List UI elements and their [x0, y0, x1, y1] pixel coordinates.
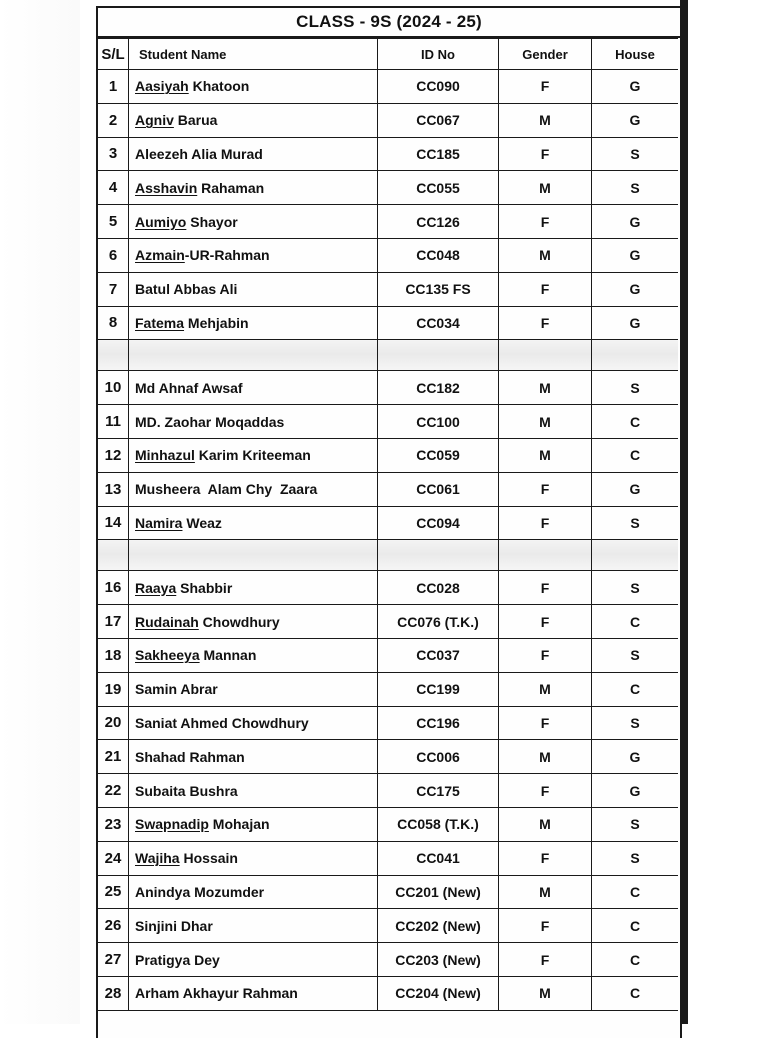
id-cell: CC203 (New) [378, 943, 499, 977]
house-cell: S [592, 137, 679, 171]
student-name-cell [129, 943, 378, 977]
name-rest: Saniat Ahmed Chowdhury [135, 714, 309, 731]
header-gender: Gender [499, 39, 592, 70]
gender-cell: F [499, 571, 592, 605]
student-name-cell [129, 438, 378, 472]
serial-cell: 16 [98, 571, 129, 605]
page-margin-left [0, 0, 80, 1024]
serial-cell: 4 [98, 171, 129, 205]
name-rest: Mohajan [208, 816, 270, 833]
table-row [98, 976, 678, 1010]
house-cell [592, 540, 679, 571]
id-cell: CC199 [378, 672, 499, 706]
student-name-cell [129, 807, 378, 841]
table-row [98, 638, 678, 672]
table-row [98, 371, 678, 405]
id-cell: CC094 [378, 506, 499, 540]
student-name-cell [129, 638, 378, 672]
serial-cell: 13 [98, 472, 129, 506]
name-rest: Weaz [182, 514, 222, 531]
house-cell: G [592, 103, 679, 137]
name-rest: Mannan [199, 647, 257, 664]
name-rest: Arham Akhayur Rahman [135, 985, 298, 1002]
name-underlined-part: Azmain [135, 247, 185, 264]
gender-cell: M [499, 740, 592, 774]
serial-cell: 26 [98, 909, 129, 943]
serial-cell [98, 340, 129, 371]
id-cell: CC175 [378, 774, 499, 808]
gender-cell: M [499, 672, 592, 706]
header-sl: S/L [98, 39, 129, 70]
house-cell: G [592, 306, 679, 340]
id-cell: CC090 [378, 70, 499, 104]
house-cell: G [592, 740, 679, 774]
student-name-cell [129, 976, 378, 1010]
name-underlined-part: Raaya [135, 579, 177, 596]
student-name-cell [129, 540, 378, 571]
gender-cell: F [499, 943, 592, 977]
serial-cell: 12 [98, 438, 129, 472]
student-name-cell [129, 137, 378, 171]
table-row [98, 875, 678, 909]
house-cell: C [592, 943, 679, 977]
house-cell: S [592, 638, 679, 672]
table-row [98, 137, 678, 171]
serial-cell: 21 [98, 740, 129, 774]
student-name-cell [129, 571, 378, 605]
house-cell: S [592, 841, 679, 875]
name-rest: Shahad Rahman [135, 748, 245, 765]
id-cell: CC076 (T.K.) [378, 605, 499, 639]
table-row [98, 506, 678, 540]
table-row [98, 205, 678, 239]
house-cell: S [592, 371, 679, 405]
gender-cell: M [499, 976, 592, 1010]
id-cell: CC126 [378, 205, 499, 239]
house-cell: S [592, 506, 679, 540]
header-house: House [592, 39, 679, 70]
house-cell: G [592, 774, 679, 808]
name-underlined-part: Fatema [135, 314, 185, 331]
name-rest: Shayor [186, 213, 238, 230]
student-name-cell [129, 171, 378, 205]
gender-cell [499, 540, 592, 571]
student-name-cell [129, 740, 378, 774]
gender-cell: F [499, 706, 592, 740]
name-underlined-part: Swapnadip [135, 816, 209, 833]
gender-cell: F [499, 472, 592, 506]
serial-cell: 11 [98, 405, 129, 439]
name-rest: Mehjabin [184, 314, 249, 331]
table-row [98, 909, 678, 943]
student-name-cell [129, 272, 378, 306]
serial-cell: 22 [98, 774, 129, 808]
header-row [98, 39, 678, 70]
table-row [98, 438, 678, 472]
table-row [98, 405, 678, 439]
id-cell: CC135 FS [378, 272, 499, 306]
header-student-name: Student Name [129, 39, 378, 70]
gender-cell: M [499, 438, 592, 472]
table-row [98, 103, 678, 137]
gender-cell: M [499, 807, 592, 841]
name-underlined-part: Minhazul [135, 447, 195, 464]
id-cell: CC048 [378, 238, 499, 272]
house-cell: C [592, 672, 679, 706]
name-rest: Samin Abrar [135, 681, 218, 698]
gender-cell: F [499, 70, 592, 104]
id-cell: CC204 (New) [378, 976, 499, 1010]
gender-cell: F [499, 841, 592, 875]
student-name-cell [129, 706, 378, 740]
gender-cell: F [499, 205, 592, 239]
gender-cell [499, 340, 592, 371]
house-cell: C [592, 909, 679, 943]
name-rest: Aleezeh Alia Murad [135, 145, 263, 162]
table-row [98, 706, 678, 740]
serial-cell: 14 [98, 506, 129, 540]
name-rest: Karim Kriteeman [194, 447, 311, 464]
serial-cell: 20 [98, 706, 129, 740]
gender-cell: F [499, 272, 592, 306]
table-row [98, 238, 678, 272]
serial-cell: 3 [98, 137, 129, 171]
name-rest: Hossain [179, 850, 238, 867]
serial-cell: 8 [98, 306, 129, 340]
name-underlined-part: Sakheeya [135, 647, 200, 664]
id-cell: CC100 [378, 405, 499, 439]
table-row [98, 472, 678, 506]
class-list-sheet [96, 6, 682, 1038]
id-cell: CC202 (New) [378, 909, 499, 943]
id-cell: CC196 [378, 706, 499, 740]
gender-cell: M [499, 405, 592, 439]
id-cell: CC037 [378, 638, 499, 672]
serial-cell: 1 [98, 70, 129, 104]
student-name-cell [129, 672, 378, 706]
serial-cell: 24 [98, 841, 129, 875]
gender-cell: M [499, 371, 592, 405]
serial-cell: 10 [98, 371, 129, 405]
student-name-cell [129, 70, 378, 104]
table-row [98, 943, 678, 977]
name-rest: Shabbir [176, 579, 233, 596]
serial-cell: 25 [98, 875, 129, 909]
gender-cell: F [499, 638, 592, 672]
name-underlined-part: Rudainah [135, 613, 199, 630]
table-row [98, 571, 678, 605]
serial-cell [98, 540, 129, 571]
redacted-row [98, 540, 678, 571]
gender-cell: F [499, 506, 592, 540]
id-cell: CC067 [378, 103, 499, 137]
name-underlined-part: Agniv [135, 112, 174, 129]
student-name-cell [129, 405, 378, 439]
serial-cell: 6 [98, 238, 129, 272]
serial-cell: 23 [98, 807, 129, 841]
table-row [98, 306, 678, 340]
name-underlined-part: Asshavin [135, 179, 198, 196]
house-cell [592, 340, 679, 371]
student-name-cell [129, 875, 378, 909]
id-cell: CC061 [378, 472, 499, 506]
student-name-cell [129, 472, 378, 506]
house-cell: S [592, 171, 679, 205]
gender-cell: M [499, 103, 592, 137]
gender-cell: F [499, 774, 592, 808]
gender-cell: F [499, 306, 592, 340]
student-name-cell [129, 306, 378, 340]
id-cell: CC059 [378, 438, 499, 472]
house-cell: G [592, 70, 679, 104]
student-table [98, 38, 678, 1011]
table-row [98, 740, 678, 774]
gender-cell: M [499, 171, 592, 205]
serial-cell: 5 [98, 205, 129, 239]
id-cell: CC028 [378, 571, 499, 605]
student-name-cell [129, 340, 378, 371]
student-name-cell [129, 841, 378, 875]
gender-cell: M [499, 875, 592, 909]
table-row [98, 672, 678, 706]
student-name-cell [129, 774, 378, 808]
redacted-row [98, 340, 678, 371]
serial-cell: 18 [98, 638, 129, 672]
gender-cell: F [499, 909, 592, 943]
name-rest: Musheera Alam Chy Zaara [135, 481, 318, 498]
student-name-cell [129, 103, 378, 137]
id-cell: CC006 [378, 740, 499, 774]
name-rest: Anindya Mozumder [135, 883, 265, 900]
name-rest: MD. Zaohar Moqaddas [135, 413, 285, 430]
house-cell: S [592, 807, 679, 841]
gender-cell: F [499, 137, 592, 171]
student-rows [98, 70, 678, 1011]
house-cell: S [592, 571, 679, 605]
table-row [98, 841, 678, 875]
student-name-cell [129, 605, 378, 639]
name-rest: Rahaman [197, 179, 265, 196]
name-underlined-part: Namira [135, 514, 183, 531]
student-name-cell [129, 238, 378, 272]
house-cell: C [592, 438, 679, 472]
table-row [98, 774, 678, 808]
house-cell: G [592, 205, 679, 239]
id-cell [378, 540, 499, 571]
id-cell: CC182 [378, 371, 499, 405]
id-cell: CC055 [378, 171, 499, 205]
name-underlined-part: Aasiyah [135, 78, 189, 95]
name-rest: Sinjini Dhar [135, 917, 213, 934]
id-cell [378, 340, 499, 371]
id-cell: CC034 [378, 306, 499, 340]
name-rest: Batul Abbas Ali [135, 281, 238, 298]
name-rest: Subaita Bushra [135, 782, 238, 799]
table-row [98, 605, 678, 639]
class-title: CLASS - 9S (2024 - 25) [98, 8, 680, 38]
house-cell: G [592, 272, 679, 306]
house-cell: C [592, 976, 679, 1010]
house-cell: S [592, 706, 679, 740]
house-cell: C [592, 875, 679, 909]
student-name-cell [129, 506, 378, 540]
name-underlined-part: Wajiha [135, 850, 180, 867]
gender-cell: M [499, 238, 592, 272]
name-rest: -UR-Rahman [184, 247, 270, 264]
table-row [98, 807, 678, 841]
table-row [98, 70, 678, 104]
header-id-no: ID No [378, 39, 499, 70]
id-cell: CC041 [378, 841, 499, 875]
table-row [98, 171, 678, 205]
serial-cell: 27 [98, 943, 129, 977]
id-cell: CC201 (New) [378, 875, 499, 909]
id-cell: CC185 [378, 137, 499, 171]
serial-cell: 7 [98, 272, 129, 306]
student-name-cell [129, 371, 378, 405]
name-underlined-part: Aumiyo [135, 213, 187, 230]
page-margin-right [688, 0, 768, 1024]
house-cell: C [592, 405, 679, 439]
student-name-cell [129, 909, 378, 943]
student-name-cell [129, 205, 378, 239]
id-cell: CC058 (T.K.) [378, 807, 499, 841]
table-row [98, 272, 678, 306]
name-rest: Barua [173, 112, 218, 129]
name-rest: Md Ahnaf Awsaf [135, 379, 243, 396]
name-rest: Khatoon [188, 78, 250, 95]
serial-cell: 2 [98, 103, 129, 137]
gender-cell: F [499, 605, 592, 639]
name-rest: Pratigya Dey [135, 951, 220, 968]
house-cell: C [592, 605, 679, 639]
house-cell: G [592, 238, 679, 272]
serial-cell: 19 [98, 672, 129, 706]
serial-cell: 28 [98, 976, 129, 1010]
name-rest: Chowdhury [198, 613, 280, 630]
serial-cell: 17 [98, 605, 129, 639]
house-cell: G [592, 472, 679, 506]
